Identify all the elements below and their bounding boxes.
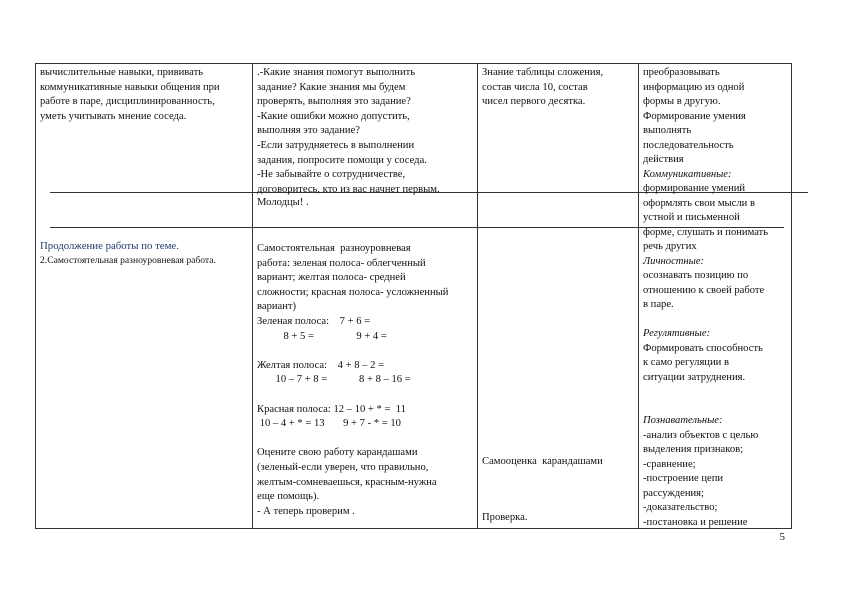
text-line: вычислительные навыки, прививать	[40, 67, 204, 78]
text-line: речь других	[643, 241, 697, 252]
stage-block	[40, 239, 250, 268]
table-left-border	[35, 63, 36, 528]
text-line: к само регуляции в	[643, 357, 729, 368]
text-line: -сравнение;	[643, 458, 696, 470]
text-line: Красная полоса: 12 – 10 + * = 11	[257, 403, 406, 415]
text-line: выделения признаков;	[643, 444, 744, 455]
text-line: задание? Какие знания мы будем	[257, 81, 406, 93]
column-divider-3	[638, 63, 639, 528]
uud-block	[643, 66, 789, 530]
praise-line	[257, 196, 475, 211]
text-line: осознавать позицию по	[643, 270, 749, 281]
text-line: в паре.	[643, 299, 674, 310]
text-line: задания, попросите помощи у соседа.	[257, 154, 427, 166]
text-line: устной и письменной	[643, 212, 740, 223]
text-line	[643, 400, 789, 415]
text-line: еще помощь).	[257, 491, 320, 503]
text-line: -Не забывайте о сотрудничестве,	[257, 169, 406, 181]
task-block	[257, 242, 475, 519]
stage-subtitle: 2.Самостоятельная разноуровневая работа.	[40, 254, 216, 266]
text-line: -построение цепи	[643, 473, 724, 484]
text-line: (зеленый-если уверен, что правильно,	[257, 461, 429, 473]
text-line	[257, 388, 475, 403]
text-line	[643, 385, 789, 400]
text-line: Самостоятельная разноуровневая	[257, 243, 411, 254]
section-heading: Коммуникативные:	[643, 168, 732, 180]
text-line: работа: зеленая полоса- облегченный	[257, 257, 426, 269]
text-line: -постановка и решение	[643, 516, 748, 528]
text-line: информацию из одной	[643, 81, 745, 93]
text-line: форме, слушать и понимать	[643, 226, 769, 238]
text-line: состав числа 10, состав	[482, 81, 588, 93]
text-line: Желтая полоса: 4 + 8 – 2 =	[257, 359, 385, 371]
text-line: -Если затрудняетесь в выполнении	[257, 139, 415, 151]
text-line: Самооценка карандашами	[482, 456, 603, 467]
text-line: - А теперь проверим .	[257, 505, 355, 517]
text-line	[257, 432, 475, 447]
self-assessment-text	[482, 455, 634, 470]
text-line: 10 – 4 + * = 13 9 + 7 - * = 10	[257, 418, 401, 430]
column-divider-1	[252, 63, 253, 528]
teacher-questions-block	[257, 66, 475, 197]
text-line: договоритесь, кто из вас начнет первым.	[257, 183, 440, 195]
text-line: Знание таблицы сложения,	[482, 67, 604, 78]
text-line: формирование умений	[643, 183, 746, 194]
text-line: рассуждения;	[643, 487, 704, 499]
text-line: Формирование умения	[643, 110, 746, 122]
text-line: чисел первого десятка.	[482, 96, 586, 108]
table-right-border	[791, 63, 792, 528]
text-line: коммуникативные навыки общения при	[40, 81, 220, 93]
table-top-border	[35, 63, 792, 64]
text-line	[257, 344, 475, 359]
page-number: 5	[779, 531, 785, 543]
text-line: Зеленая полоса: 7 + 6 =	[257, 315, 371, 327]
text-line: Молодцы! .	[257, 197, 309, 208]
section-heading: Регулятивные:	[643, 328, 711, 339]
text-line: Оцените свою работу карандашами	[257, 447, 418, 459]
text-line: желтым-сомневаешься, красным-нужна	[257, 476, 437, 488]
text-line: -анализ объектов с целью	[643, 429, 759, 441]
text-line: последовательность	[643, 139, 734, 151]
text-line	[643, 313, 789, 328]
text-line: .-Какие знания помогут выполнить	[257, 67, 416, 78]
text-line: -доказательство;	[643, 502, 718, 513]
text-line: формы в другую.	[643, 96, 721, 107]
text-line: отношению к своей работе	[643, 284, 765, 296]
text-line: Формировать способность	[643, 342, 763, 354]
section-heading: Личностные:	[643, 255, 705, 267]
text-line: сложности; красная полоса- усложненный	[257, 286, 449, 298]
knowledge-block	[482, 66, 634, 110]
stage-title: Продолжение работы по теме.	[40, 240, 179, 252]
text-line: оформлять свои мысли в	[643, 197, 755, 209]
text-line: действия	[643, 154, 684, 165]
text-line: работе в паре, дисциплинированность,	[40, 96, 215, 108]
text-line: выполнять	[643, 125, 692, 136]
text-line: 10 – 7 + 8 = 8 + 8 – 16 =	[257, 374, 411, 386]
text-line: Проверка.	[482, 512, 528, 523]
text-line: ситуации затруднения.	[643, 371, 746, 383]
check-text	[482, 511, 634, 526]
text-line: 8 + 5 = 9 + 4 =	[257, 330, 387, 342]
text-line: вариант; желтая полоса- средней	[257, 272, 406, 284]
text-line: -Какие ошибки можно допустить,	[257, 110, 410, 122]
text-line: преобразовывать	[643, 67, 720, 78]
text-line: выполняя это задание?	[257, 125, 360, 137]
text-line: вариант)	[257, 301, 297, 313]
column-divider-2	[477, 63, 478, 528]
section-heading: Познавательные:	[643, 415, 723, 426]
goals-text-block	[40, 66, 248, 124]
text-line: уметь учитывать мнение соседа.	[40, 110, 187, 122]
text-line: проверять, выполняя это задание?	[257, 96, 411, 108]
